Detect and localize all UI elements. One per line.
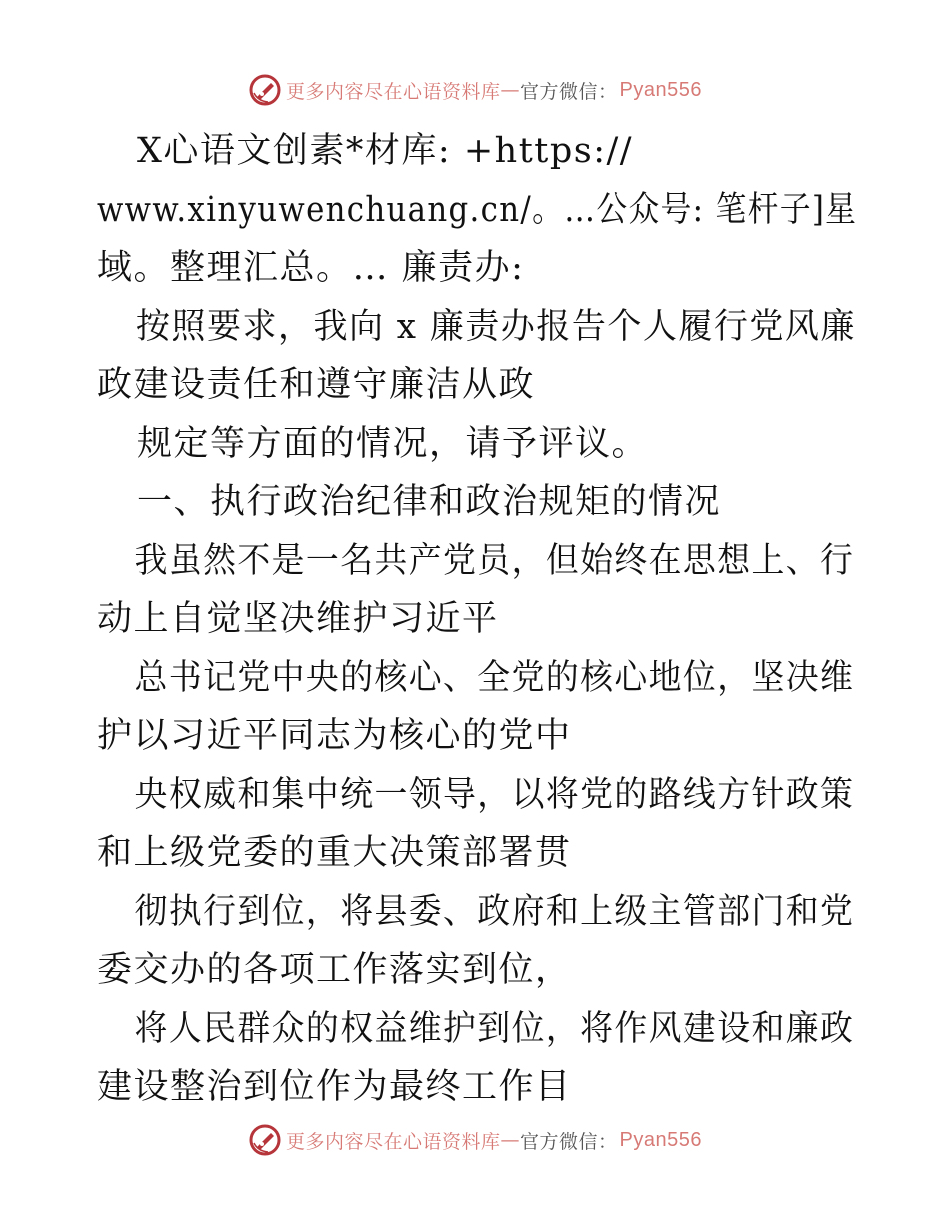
- watermark-sub-text: 官方微信：: [520, 1130, 618, 1153]
- watermark-dash: —: [500, 79, 521, 101]
- text-line: 将人民群众的权益维护到位，将作风建设和廉政: [134, 1008, 855, 1049]
- text-line: 规定等方面的情况，请予评议。: [137, 423, 649, 464]
- watermark-main-text: 更多内容尽在心语资料库: [286, 1130, 501, 1153]
- text-line: X心语文创素*材库: +https://: [137, 131, 634, 171]
- text-line: 按照要求，我向 x 廉责办报告个人履行党风廉: [135, 306, 856, 347]
- text-line: 委交办的各项工作落实到位，: [97, 950, 572, 990]
- document-body: [97, 122, 857, 1117]
- text-line: www.xinyuwenchuang.cn/。…公众号: 笔杆子]星: [97, 189, 858, 230]
- header-watermark: [0, 70, 950, 110]
- text-line: 建设整治到位作为最终工作目: [97, 1067, 572, 1107]
- watermark-wechat-id: Pyan556: [619, 78, 702, 101]
- text-line: 彻执行到位，将县委、政府和上级主管部门和党: [134, 891, 855, 932]
- watermark-wechat-id: Pyan556: [619, 1128, 702, 1151]
- text-line: 护以习近平同志为核心的党中: [97, 716, 572, 756]
- text-line: 央权威和集中统一领导，以将党的路线方针政策: [134, 774, 855, 815]
- text-line: 我虽然不是一名共产党员，但始终在思想上、行: [134, 540, 855, 581]
- watermark-sub-text: 官方微信：: [520, 80, 618, 103]
- watermark-dash: —: [500, 1129, 521, 1151]
- text-line: 和上级党委的重大决策部署贯: [97, 833, 572, 873]
- text-line: 域。整理汇总。… 廉责办:: [97, 248, 525, 288]
- text-line: 动上自觉坚决维护习近平: [97, 599, 499, 639]
- section-heading: 一、执行政治纪律和政治规矩的情况: [137, 482, 722, 522]
- text-line: 政建设责任和遵守廉洁从政: [97, 365, 536, 405]
- watermark-main-text: 更多内容尽在心语资料库: [286, 80, 501, 103]
- text-line: 总书记党中央的核心、全党的核心地位，坚决维: [134, 657, 855, 698]
- pen-circle-logo-icon: [248, 1123, 282, 1157]
- footer-watermark: [0, 1120, 950, 1160]
- pen-circle-logo-icon: [248, 73, 282, 107]
